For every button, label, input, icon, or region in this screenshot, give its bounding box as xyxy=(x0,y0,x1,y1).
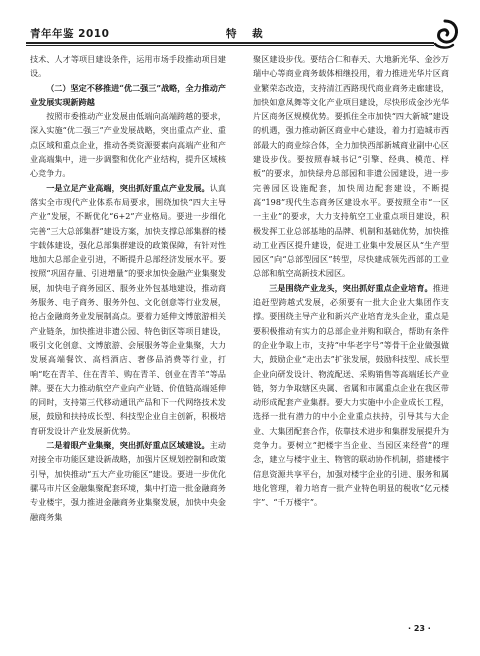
left-text-column xyxy=(30,52,226,524)
page-number: · 23 · xyxy=(408,624,431,633)
paragraph-text: 聚区建设步伐。要结合仁和春天、大地新光华、金沙万瑞中心等商业商务载体相继投用，着力推进光华片区商业繁荣态改造，支持清江西路现代商业商务走廊建设，加快如意凤舞等文化产业项目建设，尽快形成金沙光华片区商务区规模优势。要抓住全市加快“四大新城”建设的机遇，强力推动新区商业中心建设，着力打造城市西部最大的商业综合体，全力加快西部新城商业副中心区建设步伐。要按照春城书记“引擎、经典、模范、样板”的要求，加快绿舟总部园和非遗公园建设，进一步完善园区设施配套，加快周边配套建设，不断提高“198”现代生态商务区建设水平。要按照全市“一区一主业”的要求，大力支持航空工业重点项目建设，积极发挥工业总部基地的品牌、机制和基础优势，加快推动工业西区提升建设，促进工业集中发展区从“生产型园区”向“总部型园区”转型，尽快建成领先西部的工业总部和航空高新技术园区。 xyxy=(253,54,449,279)
lead-sentence: 二是着眼产业集聚，突出抓好重点区域建设。 xyxy=(46,440,210,451)
section-title: 特 裁 xyxy=(226,28,269,40)
paragraph xyxy=(30,438,226,524)
paragraph xyxy=(30,109,226,180)
paragraph-text: 推进追赶型跨越式发展，必须要有一批大企业大集团作支撑。要围绕主导产业和新兴产业培育龙头企业，重点是要积极推动有实力的总部企业并购和联合，帮助有条件的企业争取上市，支持“中华老字号”等骨干企业做强做大，鼓励企业“走出去”扩张发展，鼓励科技型、成长型企业向研发设计、物流配送、采购销售等高端延长产业链，努力争取辖区央属、省属和市属重点企业在我区带动形成配套产业集群。要大力实施中小企业成长工程，选择一批有潜力的中小企业重点扶持，引导其与大企业、大集团配套合作，依靠技术进步和集群发展提升为竞争力。要树立“把楼宇当企业、当园区来经营”的理念，建立与楼宇业主、物管的联动协作机制，搭建楼宇信息资源共享平台，加强对楼宇企业的引进、服务和属地化管理，着力培育一批产业特色明显的税收“亿元楼宇”、“千万楼宇”。 xyxy=(253,282,449,508)
paragraph-text: 技术、人才等项目建设条件，运用市场手段推动项目建设。 xyxy=(30,54,226,79)
paragraph-text: 主动对接全市功能区建设新战略，加强片区规划控制和政策引导，加快推动“五大产业功能区”建设。要进一步优化骡马市片区金融集聚配套环境，集中打造一批金融商务专业楼宇，强力推进金融商务业集聚发展，加快中央金融商务集 xyxy=(30,440,226,522)
paragraph-text: 按照市委推动产业发展由低端向高端跨越的要求，深入实施“优二强三”产业发展战略，突出重点产业、重点区域和重点企业，推动各类资源要素向高端产业和产业高端集中，进一步调整和优化产业结构，提升区域核心竞争力。 xyxy=(30,111,226,179)
section-heading xyxy=(30,81,226,110)
paragraph xyxy=(30,181,226,438)
header-rule-thin xyxy=(26,45,434,46)
lead-sentence: 三是围绕产业龙头，突出抓好重点企业培育。 xyxy=(269,282,433,293)
page-header xyxy=(26,18,456,44)
yearbook-title: 青年年鉴 2010 xyxy=(30,28,110,40)
paragraph xyxy=(30,52,226,81)
swirl-logo-icon xyxy=(430,18,460,50)
header-rule xyxy=(26,42,434,44)
right-text-column xyxy=(253,52,449,510)
lead-sentence: 一是立足产业高端，突出抓好重点产业发展。 xyxy=(46,182,210,193)
paragraph xyxy=(253,281,449,510)
paragraph xyxy=(253,52,449,281)
paragraph-text: 认真落实全市现代产业体系布局要求，围绕加快“四大主导产业”发展，不断优化“6+2”产业格局。要进一步细化完善“三大总部集群”建设方案，加快支撑总部集群的楼宇载体建设，强化总部集群建设的政策保障，有针对性地加大总部企业引进，不断提升总部经济发展水平。要按照“巩固存量、引进增量”的要求加快金融产业集聚发展，加快电子商务园区、服务业外包基地建设，推动商务服务、电子商务、服务外包、文化创意等行业发展，抢占金融商务业发展制高点。要着力延伸文博旅游相关产业链条，加快推进非遗公园、特色街区等项目建设，吸引文化创意、文博旅游、会展服务等企业集聚，大力发展高端餐饮、高档酒店、奢侈品消费等行业，打响“吃在青羊、住在青羊、购在青羊、创业在青羊”等品牌。要在大力推动航空产业向产业链、价值链高端延伸的同时，支持第三代移动通讯产品和下一代网络技术发展，鼓励和扶持成长型、科技型企业自主创新，积极培育研发设计产业发展新优势。 xyxy=(30,182,226,436)
heading-text: （二）坚定不移推进“优二强三”战略，全力推动产业发展实现新跨越 xyxy=(30,82,226,107)
